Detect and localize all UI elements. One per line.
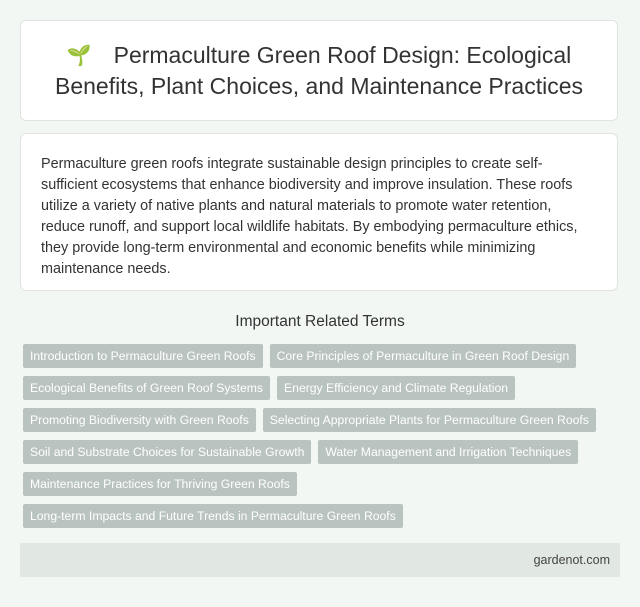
related-term-tag[interactable]: Long-term Impacts and Future Trends in Permaculture Green Roofs	[23, 504, 403, 528]
related-term-tag[interactable]: Selecting Appropriate Plants for Permaculture Green Roofs	[263, 408, 596, 432]
footer-bar	[20, 543, 620, 577]
footer-site-link[interactable]: gardenot.com	[533, 553, 610, 567]
related-term-tag[interactable]: Core Principles of Permaculture in Green Roof Design	[270, 344, 577, 368]
description-card	[20, 133, 618, 291]
description-text: Permaculture green roofs integrate sustainable design principles to create self-sufficient ecosystems that enhance biodiversity and improve insulation. These roofs utilize a variety of native plants and natural materials to promote water retention, reduce runoff, and support local wildlife habitats. By embodying permaculture ethics, they provide long-term environmental and economic benefits while minimizing maintenance needs.	[41, 156, 578, 277]
related-term-tag[interactable]: Introduction to Permaculture Green Roofs	[23, 344, 263, 368]
related-term-tag[interactable]: Soil and Substrate Choices for Sustainable Growth	[23, 440, 311, 464]
related-term-tag[interactable]: Maintenance Practices for Thriving Green Roofs	[23, 472, 297, 496]
related-terms-heading: Important Related Terms	[235, 313, 405, 330]
sprout-icon: 🌱	[66, 45, 92, 67]
related-term-tag[interactable]: Energy Efficiency and Climate Regulation	[277, 376, 515, 400]
related-terms-list	[23, 344, 619, 528]
related-term-tag[interactable]: Water Management and Irrigation Techniques	[318, 440, 578, 464]
page-title-text: Permaculture Green Roof Design: Ecological Benefits, Plant Choices, and Maintenance Practices	[54, 42, 583, 99]
page-title	[41, 40, 597, 101]
related-term-tag[interactable]: Promoting Biodiversity with Green Roofs	[23, 408, 256, 432]
related-term-tag[interactable]: Ecological Benefits of Green Roof Systems	[23, 376, 270, 400]
title-card	[20, 20, 618, 121]
